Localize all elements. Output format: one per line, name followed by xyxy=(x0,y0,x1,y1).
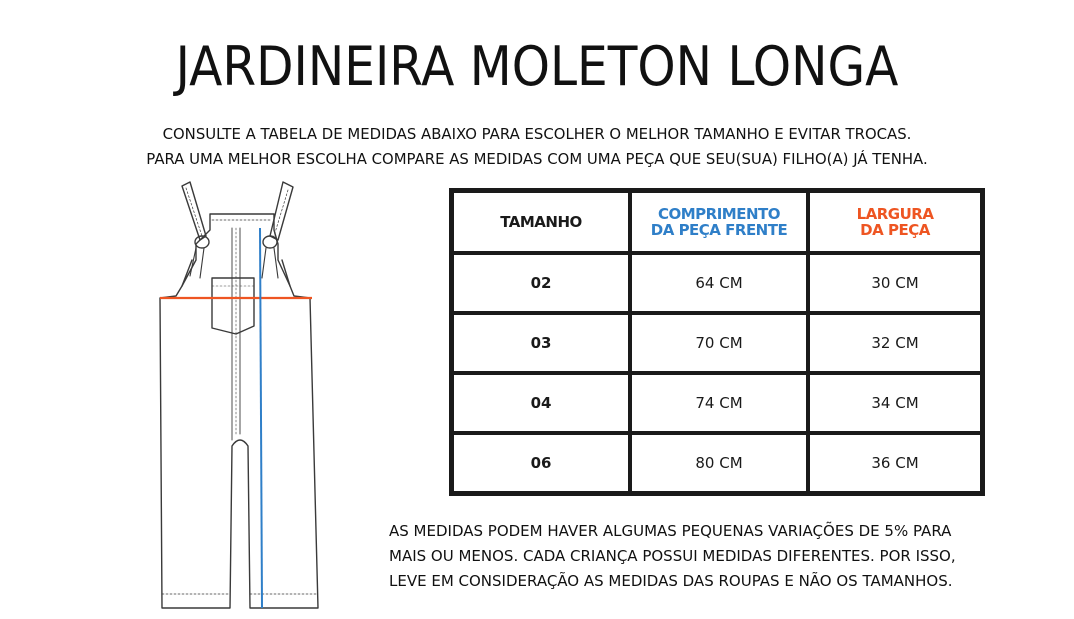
length-cell: 80 CM xyxy=(630,433,808,493)
overall-illustration xyxy=(150,178,330,610)
note-line: LEVE EM CONSIDERAÇÃO AS MEDIDAS DAS ROUPAS E NÃO OS TAMANHOS. xyxy=(389,572,953,590)
width-cell: 32 CM xyxy=(808,313,982,373)
length-cell: 74 CM xyxy=(630,373,808,433)
table-header-row xyxy=(452,191,982,253)
size-cell: 02 xyxy=(452,253,630,313)
page-title: JARDINEIRA MOLETON LONGA xyxy=(175,35,899,98)
intro-line: PARA UMA MELHOR ESCOLHA COMPARE AS MEDIDAS COM UMA PEÇA QUE SEU(SUA) FILHO(A) JÁ TENHA. xyxy=(146,150,928,168)
width-header xyxy=(808,191,982,253)
intro-line: CONSULTE A TABELA DE MEDIDAS ABAIXO PARA ESCOLHER O MELHOR TAMANHO E EVITAR TROCAS. xyxy=(162,125,912,143)
width-header-line: LARGURA xyxy=(856,205,934,223)
width-header-line: DA PEÇA xyxy=(860,221,930,239)
note-line: AS MEDIDAS PODEM HAVER ALGUMAS PEQUENAS VARIAÇÕES DE 5% PARA xyxy=(389,522,952,540)
size-header: TAMANHO xyxy=(452,191,630,253)
width-cell: 30 CM xyxy=(808,253,982,313)
width-cell: 34 CM xyxy=(808,373,982,433)
bib-pocket xyxy=(212,278,254,334)
bib xyxy=(160,214,318,608)
size-cell: 03 xyxy=(452,313,630,373)
length-header-line: COMPRIMENTO xyxy=(657,205,781,223)
length-header-line: DA PEÇA FRENTE xyxy=(650,221,788,239)
right-knot xyxy=(263,236,277,248)
table-row xyxy=(452,373,982,433)
length-measure-line xyxy=(260,228,262,608)
width-cell: 36 CM xyxy=(808,433,982,493)
length-header xyxy=(630,191,808,253)
table-row xyxy=(452,313,982,373)
size-table xyxy=(449,188,985,496)
size-cell: 06 xyxy=(452,433,630,493)
note-line: MAIS OU MENOS. CADA CRIANÇA POSSUI MEDIDAS DIFERENTES. POR ISSO, xyxy=(389,547,956,565)
disclaimer-note xyxy=(389,519,1059,594)
size-cell: 04 xyxy=(452,373,630,433)
table-row xyxy=(452,253,982,313)
intro-text xyxy=(21,122,1052,172)
table-row xyxy=(452,433,982,493)
length-cell: 70 CM xyxy=(630,313,808,373)
length-cell: 64 CM xyxy=(630,253,808,313)
